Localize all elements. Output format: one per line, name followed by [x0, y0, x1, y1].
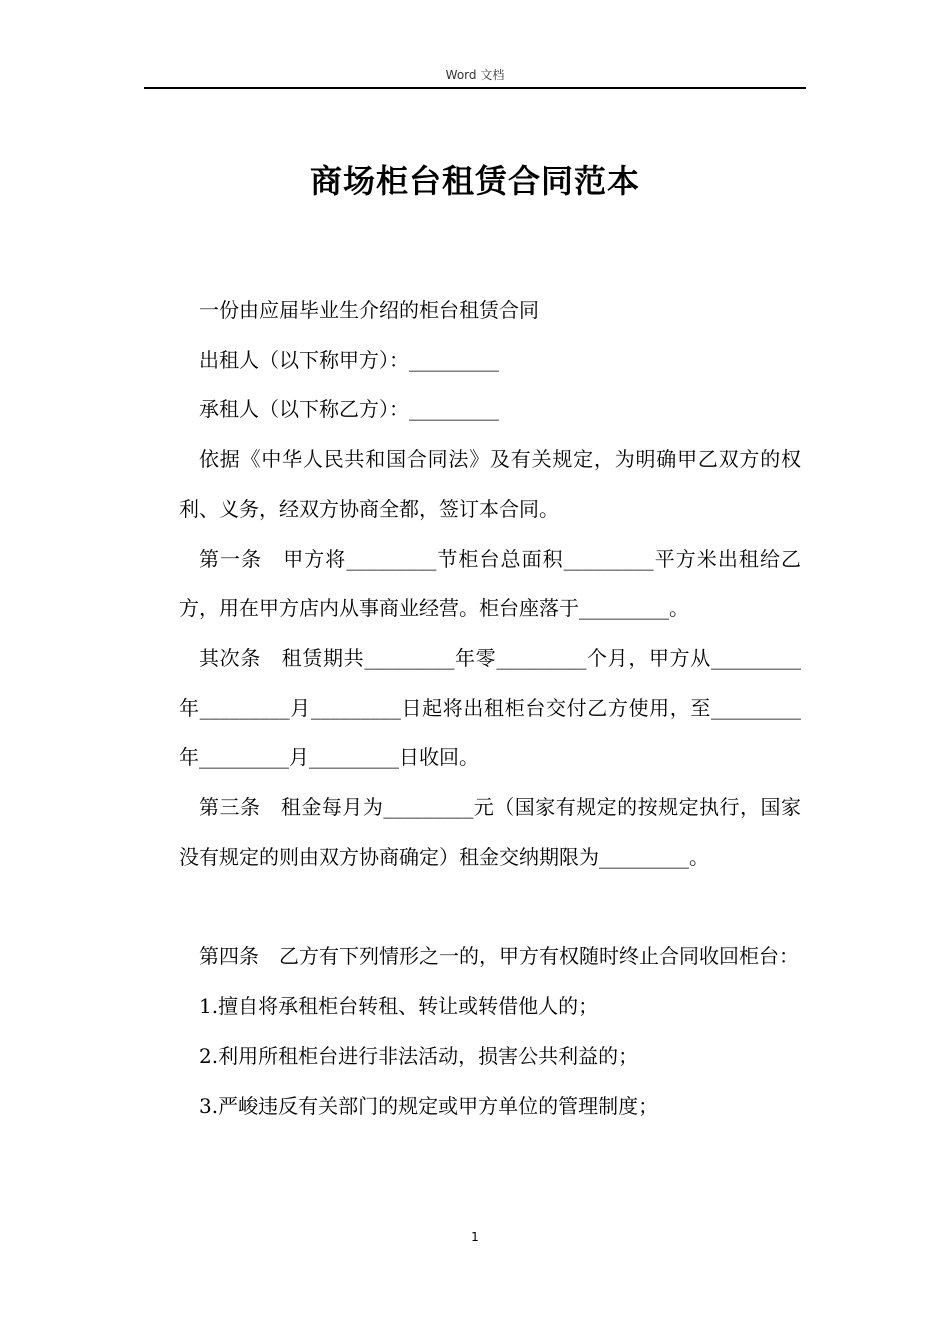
- document-body: [179, 286, 801, 1131]
- page-header: Word 文档: [445, 68, 505, 82]
- paragraph-spacer: [179, 882, 801, 932]
- paragraph-article-3: 第三条 租金每月为_________元（国家有规定的按规定执行，国家没有规定的则由双方协商确定）租金交纳期限为_________。: [179, 795, 801, 869]
- paragraph-lessee: 承租人（以下称乙方）：_________: [199, 397, 499, 422]
- paragraph-intro: 一份由应届毕业生介绍的柜台租赁合同: [199, 298, 539, 322]
- paragraph-article-4: 第四条 乙方有下列情形之一的，甲方有权随时终止合同收回柜台：: [199, 944, 799, 969]
- paragraph-article-2: 其次条 租赁期共_________年零_________个月，甲方从_________年_________月_________日起将出租柜台交付乙方使用，至_________年_________月_________日收回。: [179, 645, 801, 770]
- header-divider: [144, 87, 806, 89]
- list-item-1: 1.擅自将承租柜台转租、转让或转借他人的；: [199, 994, 599, 1019]
- paragraph-lessor: 出租人（以下称甲方）：_________: [199, 347, 499, 372]
- paragraph-preamble: 依据《中华人民共和国合同法》及有关规定，为明确甲乙双方的权利、义务，经双方协商全都，签订本合同。: [179, 447, 801, 521]
- document-title: 商场柜台租赁合同范本: [309, 162, 640, 200]
- list-item-3: 3.严峻违反有关部门的规定或甲方单位的管理制度；: [199, 1093, 659, 1118]
- page-number: 1: [471, 1230, 479, 1244]
- paragraph-article-1: 第一条 甲方将_________节柜台总面积_________平方米出租给乙方，用在甲方店内从事商业经营。柜台座落于_________。: [179, 546, 801, 621]
- list-item-2: 2.利用所租柜台进行非法活动，损害公共利益的；: [199, 1043, 639, 1068]
